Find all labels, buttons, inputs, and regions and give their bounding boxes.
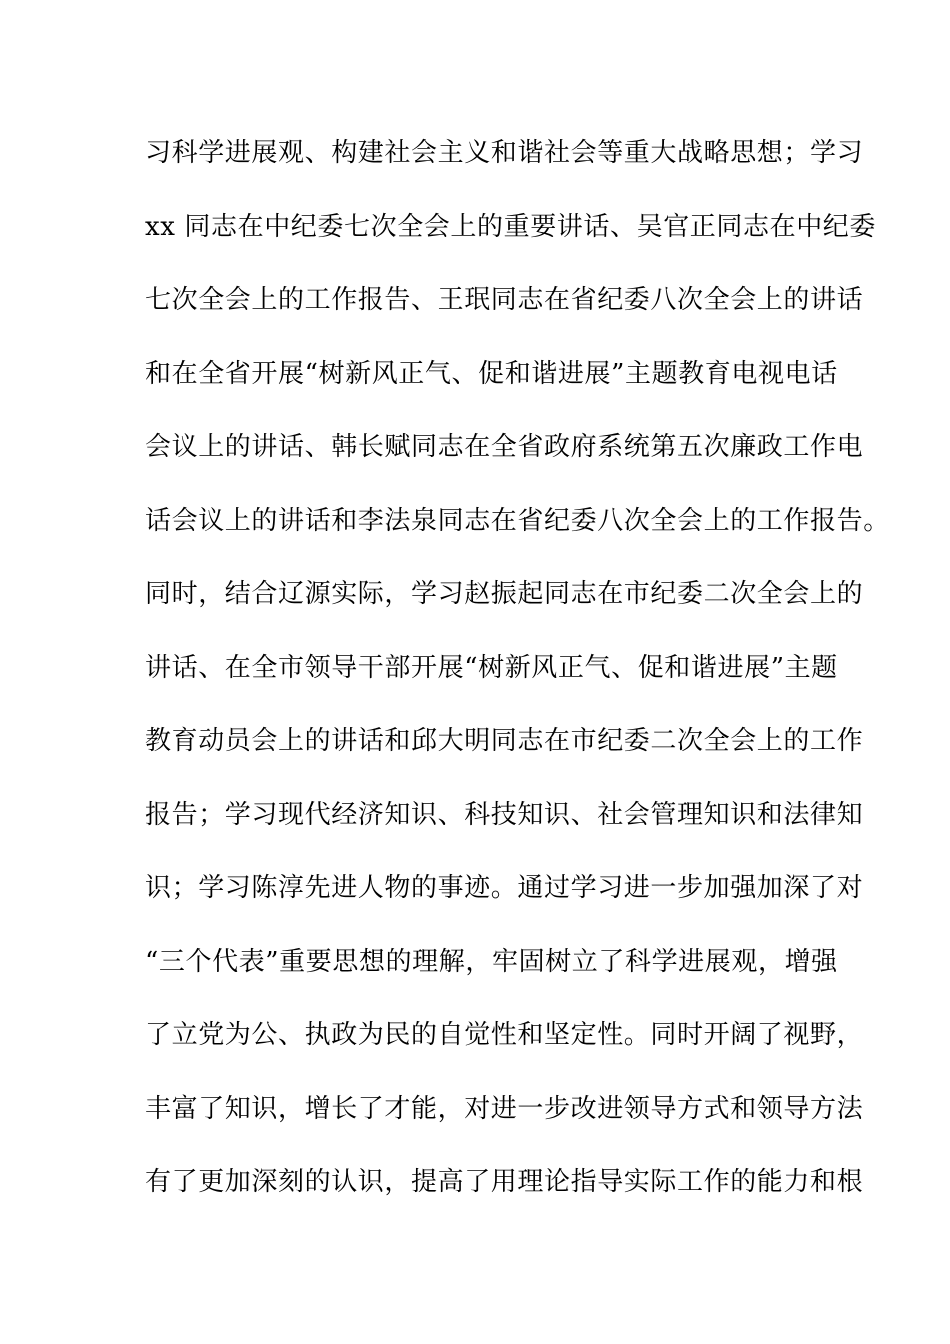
text-line: 识；学习陈淳先进人物的事迹。通过学习进一步加强加深了对 bbox=[145, 873, 864, 903]
text-line: 讲话、在全市领导干部开展“树新风正气、促和谐进展”主题 bbox=[145, 652, 838, 683]
text-line: 教育动员会上的讲话和邱大明同志在市纪委二次全会上的工作 bbox=[145, 726, 864, 756]
text-line: 和在全省开展“树新风正气、促和谐进展”主题教育电视电话 bbox=[145, 358, 838, 389]
text-line: “三个代表”重要思想的理解，牢固树立了科学进展观，增强 bbox=[145, 946, 838, 977]
text-line: 了立党为公、执政为民的自觉性和坚定性。同时开阔了视野， bbox=[145, 1020, 864, 1050]
text-line: xx 同志在中纪委七次全会上的重要讲话、吴官正同志在中纪委 bbox=[145, 211, 876, 242]
text-line: 习科学进展观、构建社会主义和谐社会等重大战略思想；学习 bbox=[145, 138, 864, 168]
text-line: 话会议上的讲话和李法泉同志在省纪委八次全会上的工作报告。 bbox=[145, 505, 890, 536]
text-line: 会议上的讲话、韩长赋同志在全省政府系统第五次廉政工作电 bbox=[145, 432, 864, 462]
text-line: 同时，结合辽源实际，学习赵振起同志在市纪委二次全会上的 bbox=[145, 579, 864, 609]
text-line: 丰富了知识，增长了才能，对进一步改进领导方式和领导方法 bbox=[145, 1093, 864, 1124]
text-line: 报告；学习现代经济知识、科技知识、社会管理知识和法律知 bbox=[145, 799, 864, 830]
body-text bbox=[145, 130, 890, 1233]
text-line: 有了更加深刻的认识，提高了用理论指导实际工作的能力和根 bbox=[145, 1167, 864, 1197]
text-line: 七次全会上的工作报告、王珉同志在省纪委八次全会上的讲话 bbox=[145, 285, 864, 315]
